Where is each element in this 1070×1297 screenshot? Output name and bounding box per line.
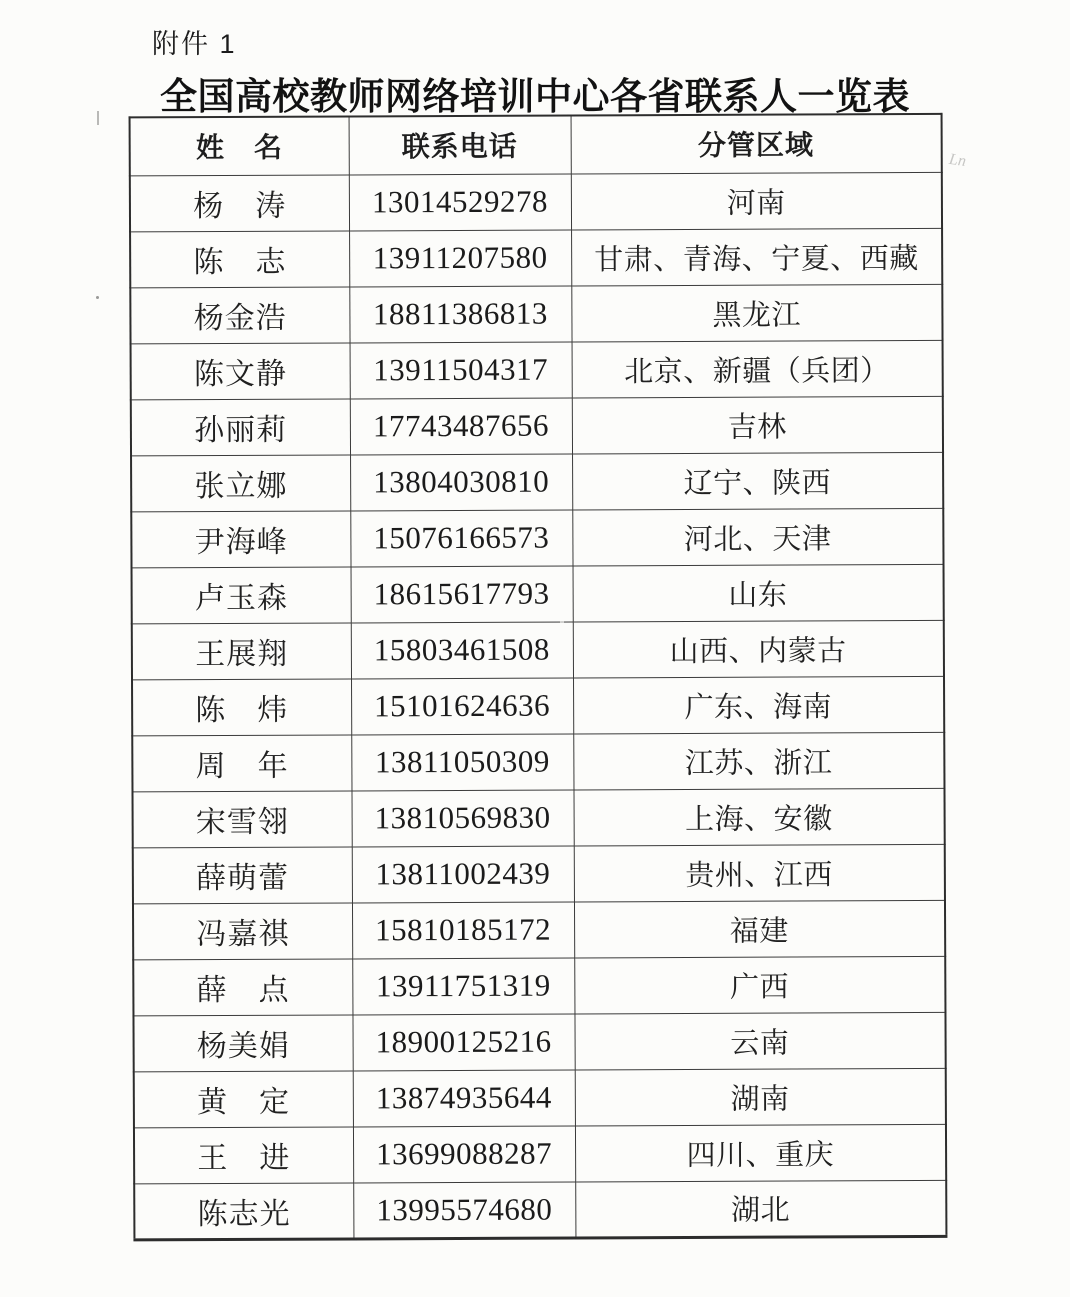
contact-region-cell: 河南	[571, 172, 942, 230]
contact-name-cell: 王展翔	[132, 622, 351, 679]
contact-region-cell: 福建	[574, 900, 945, 958]
table-row	[131, 340, 943, 400]
contact-region-cell: 广西	[574, 956, 945, 1014]
table-row	[132, 564, 944, 624]
contact-phone-cell: 13804030810	[350, 453, 572, 510]
table-row	[130, 228, 942, 288]
header-region: 分管区域	[571, 114, 942, 174]
table-body	[130, 172, 947, 1240]
contact-region-cell: 山西、内蒙古	[573, 620, 944, 678]
contact-name-cell: 黄 定	[134, 1070, 353, 1127]
contact-name-cell: 张立娜	[131, 454, 350, 511]
contact-region-cell: 四川、重庆	[575, 1124, 946, 1182]
table-row	[133, 844, 945, 904]
table-row	[134, 1124, 946, 1184]
contact-phone-cell: 13811002439	[352, 845, 574, 902]
contact-phone-cell: 13014529278	[349, 173, 571, 230]
table-row	[133, 900, 945, 960]
header-row	[130, 114, 942, 176]
contacts-table-wrapper	[129, 113, 946, 1241]
contact-region-cell: 黑龙江	[571, 284, 942, 342]
contact-name-cell: 宋雪翎	[132, 790, 351, 847]
contact-region-cell: 湖南	[575, 1068, 946, 1126]
contact-phone-cell: 15101624636	[351, 677, 573, 734]
contact-name-cell: 孙丽莉	[131, 398, 350, 455]
table-row	[131, 452, 943, 512]
contact-name-cell: 薛 点	[133, 958, 352, 1015]
contact-phone-cell: 18615617793	[351, 565, 573, 622]
table-row	[132, 676, 944, 736]
contact-phone-cell: 17743487656	[350, 397, 572, 454]
contact-name-cell: 陈文静	[131, 342, 350, 399]
contact-name-cell: 冯嘉祺	[133, 902, 352, 959]
table-row	[132, 620, 944, 680]
contact-phone-cell: 13874935644	[353, 1069, 575, 1126]
header-name: 姓 名	[130, 116, 349, 175]
table-row	[131, 396, 943, 456]
table-row	[130, 284, 942, 344]
contacts-table	[129, 113, 948, 1241]
table-row	[132, 788, 944, 848]
contact-name-cell: 周 年	[132, 734, 351, 791]
contact-name-cell: 尹海峰	[131, 510, 350, 567]
attachment-number-label: 附件 1	[152, 29, 237, 59]
contact-region-cell: 吉林	[572, 396, 943, 454]
contact-phone-cell: 18900125216	[352, 1013, 574, 1070]
contact-region-cell: 上海、安徽	[573, 788, 944, 846]
contact-region-cell: 湖北	[575, 1180, 946, 1238]
contact-name-cell: 杨美娟	[133, 1014, 352, 1071]
contact-phone-cell: 13911207580	[349, 229, 571, 286]
contact-name-cell: 薛萌蕾	[133, 846, 352, 903]
contact-name-cell: 陈 志	[130, 230, 349, 287]
contact-name-cell: 杨金浩	[130, 286, 349, 343]
contact-region-cell: 辽宁、陕西	[572, 452, 943, 510]
contact-name-cell: 杨 涛	[130, 174, 349, 231]
contact-phone-cell: 18811386813	[349, 285, 571, 342]
header-phone: 联系电话	[349, 115, 571, 174]
table-row	[133, 1012, 945, 1072]
table-row	[134, 1180, 946, 1240]
contact-region-cell: 广东、海南	[573, 676, 944, 734]
contact-phone-cell: 15076166573	[350, 509, 572, 566]
contact-name-cell: 卢玉森	[132, 566, 351, 623]
contact-phone-cell: 13699088287	[353, 1125, 575, 1182]
table-row	[134, 1068, 946, 1128]
contact-phone-cell: 15803461508	[351, 621, 573, 678]
contact-region-cell: 贵州、江西	[574, 844, 945, 902]
contact-region-cell: 甘肃、青海、宁夏、西藏	[571, 228, 942, 286]
table-row	[132, 732, 944, 792]
contact-name-cell: 王 进	[134, 1126, 353, 1183]
scan-artifact-line	[97, 111, 99, 125]
document-title: 全国高校教师网络培训中心各省联系人一览表	[160, 77, 910, 118]
contact-region-cell: 山东	[573, 564, 944, 622]
contact-region-cell: 河北、天津	[572, 508, 943, 566]
table-row	[133, 956, 945, 1016]
contact-phone-cell: 13911504317	[350, 341, 572, 398]
table-header	[130, 114, 942, 176]
contact-region-cell: 江苏、浙江	[573, 732, 944, 790]
contact-phone-cell: 13810569830	[351, 789, 573, 846]
contact-phone-cell: 13811050309	[351, 733, 573, 790]
contact-name-cell: 陈 炜	[132, 678, 351, 735]
contact-phone-cell: 13911751319	[352, 957, 574, 1014]
table-row	[131, 508, 943, 568]
scan-artifact-speck	[96, 296, 99, 299]
scan-artifact-mark: Ln	[947, 150, 968, 171]
contact-name-cell: 陈志光	[134, 1182, 353, 1239]
contact-phone-cell: 15810185172	[352, 901, 574, 958]
contact-region-cell: 北京、新疆（兵团）	[572, 340, 943, 398]
scan-artifact-speck	[560, 621, 564, 623]
contact-region-cell: 云南	[574, 1012, 945, 1070]
contact-phone-cell: 13995574680	[353, 1181, 575, 1238]
table-row	[130, 172, 942, 232]
